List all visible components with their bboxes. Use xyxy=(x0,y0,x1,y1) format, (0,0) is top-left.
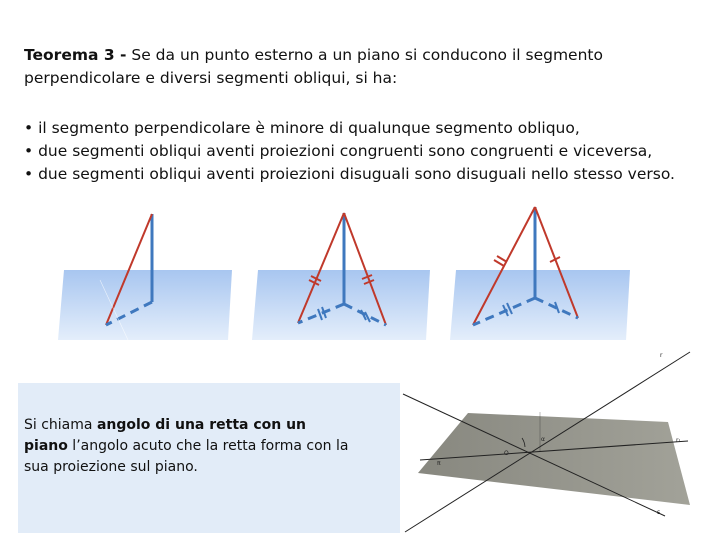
label-O: O xyxy=(504,450,509,457)
property-item-2: • due segmenti obliqui aventi proiezioni congruenti sono congruenti e viceversa, xyxy=(24,142,653,160)
figure-congruent-projections xyxy=(252,213,430,340)
plane-3 xyxy=(450,270,630,340)
figure-perpendicular-vs-oblique xyxy=(58,214,232,340)
label-r1: r₁ xyxy=(676,437,681,444)
caption-term: angolo di una retta con un piano xyxy=(24,417,307,454)
figure-unequal-projections xyxy=(450,207,630,340)
property-item-1: • il segmento perpendicolare è minore di qualunque segmento obliquo, xyxy=(24,119,580,137)
caption-suffix: l’angolo acuto che la retta forma con la sua proiezione sul piano. xyxy=(24,438,349,475)
definition-caption xyxy=(24,415,354,478)
label-alpha: α xyxy=(541,436,545,443)
theorem-title: Teorema 3 - xyxy=(24,46,127,64)
caption-prefix: Si chiama xyxy=(24,417,97,433)
label-r: r xyxy=(660,352,663,359)
label-pi: π xyxy=(437,460,441,467)
theorem-statement: Se da un punto esterno a un piano si conducono il segmento perpendicolare e diversi segmenti obliqui, si ha: xyxy=(24,46,603,87)
figure-angle-line-plane xyxy=(403,352,690,532)
gray-plane xyxy=(418,413,690,505)
label-s: s xyxy=(657,509,661,516)
property-item-3: • due segmenti obliqui aventi proiezioni disuguali sono disuguali nello stesso verso. xyxy=(24,165,675,183)
